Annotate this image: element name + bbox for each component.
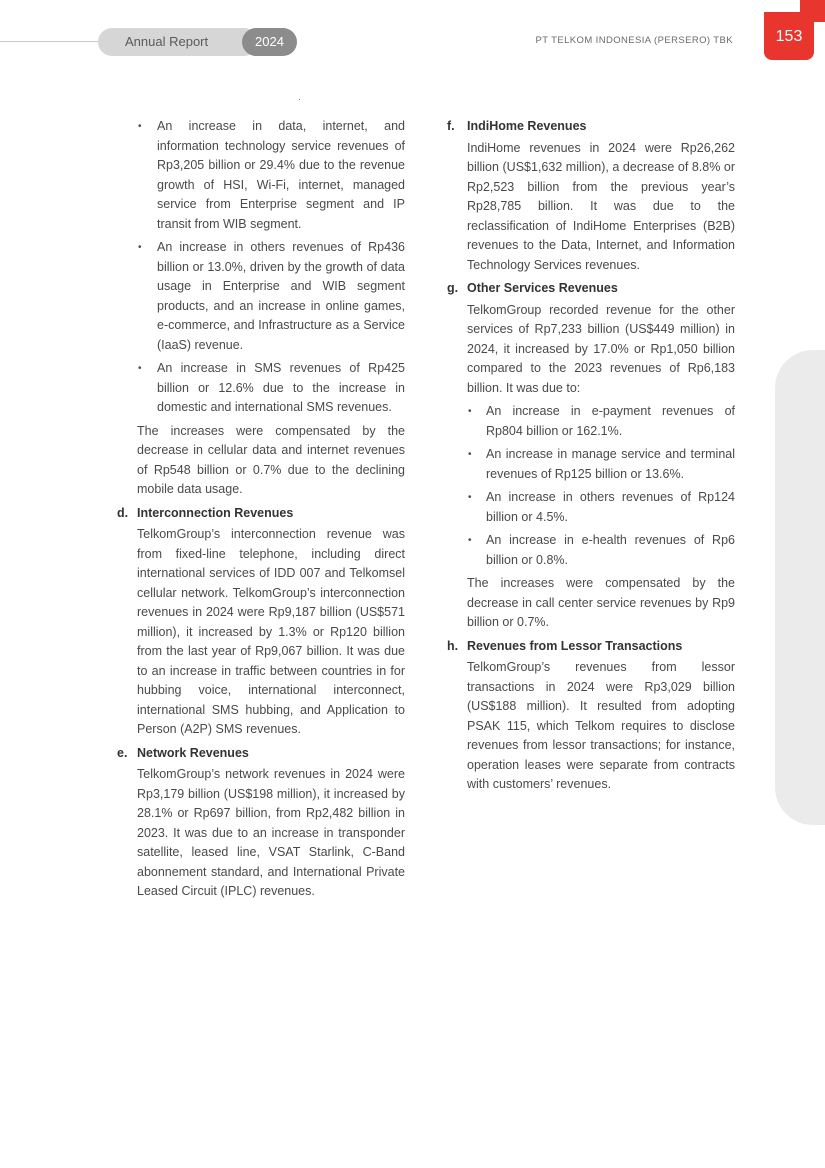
right-column [447,117,735,795]
section-letter: d. [117,505,129,520]
list-item: • An increase in manage service and terminal revenues of Rp125 billion or 13.6%. [447,445,735,484]
section-heading-lessor [447,637,735,657]
section-heading-other-services [447,279,735,299]
header-rule [0,41,108,42]
other-services-paragraph: TelkomGroup recorded revenue for the other services of Rp7,233 billion (US$449 million) in 2024, it increased by 17.0% or Rp1,050 billion compared to the 2023 revenues of Rp6,183 billion. It was due to: [467,302,735,395]
section-letter: e. [117,745,128,760]
section-letter: g. [447,281,459,295]
section-title: Interconnection Revenues [137,505,294,520]
section-letter: f. [447,119,455,133]
list-item: • An increase in e-payment revenues of Rp804 billion or 162.1%. [447,402,735,441]
revenue-increase-list [117,117,405,418]
indihome-paragraph: IndiHome revenues in 2024 were Rp26,262 billion (US$1,632 million), a decrease of 8.8% or Rp2,523 billion from the previous year’s Rp28,785 billion. It was due to the reclassification of IndiHome Enterprises (B2B) revenues to the Data, Internet, and Information Technology Services revenues. [467,140,735,272]
other-services-list [447,402,735,570]
company-name: PT TELKOM INDONESIA (PERSERO) TBK [535,35,733,46]
list-item: • An increase in others revenues of Rp124 billion or 4.5%. [447,488,735,527]
list-item: • An increase in SMS revenues of Rp425 billion or 12.6% due to the increase in domestic and international SMS revenues. [117,359,405,418]
list-item: • An increase in e-health revenues of Rp6 billion or 0.8%. [447,531,735,570]
other-services-compensation: The increases were compensated by the decrease in call center service revenues by Rp9 billion or 0.7%. [467,576,735,629]
section-heading-network [117,744,405,764]
section-title: Network Revenues [137,745,249,760]
interconnection-paragraph: TelkomGroup’s interconnection revenue was from fixed-line telephone, including direct international services of IDD 007 and Telkomsel cellular network. TelkomGroup’s interconnection revenues in 2024 were Rp9,187 billion (US$571 million), it increased by 1.3% or Rp120 billion from the last year of Rp9,067 billion. It was due to an increase in traffic between countries in for hubbing voice, international interconnect, international SMS hubbing, and Application to Person (A2P) SMS revenues. [137,527,405,736]
section-heading-indihome [447,117,735,137]
section-title: Revenues from Lessor Transactions [467,638,683,653]
list-item: • An increase in data, internet, and information technology service revenues of Rp3,205 billion or 29.4% due to the revenue growth of HSI, Wi-Fi, internet, managed service from Enterprise segment and IP transit from WIB segment. [117,117,405,234]
network-paragraph: TelkomGroup’s network revenues in 2024 were Rp3,179 billion (US$198 million), it increased by 28.1% or Rp697 billion, from Rp2,482 billion in 2023. It was due to an increase in transponder satellite, leased line, VSAT Starlink, C-Band abonnement standard, and International Private Leased Circuit (IPLC) revenues. [137,767,405,898]
year-pill: 2024 [242,28,297,56]
lessor-paragraph: TelkomGroup’s revenues from lessor transactions in 2024 were Rp3,029 billion (US$188 million). It resulted from adopting PSAK 115, which Telkom requires to disclose revenues from lessor transactions; for instance, operation leases were separate from contracts with customers’ revenues. [467,660,735,791]
section-heading-interconnection [117,504,405,524]
stray-dot [299,99,300,100]
page-number-tab: 153 [764,12,814,60]
compensation-paragraph: The increases were compensated by the decrease in cellular data and internet revenues of Rp548 billion or 0.7% due to the declining mobile data usage. [137,423,405,496]
left-column [117,117,405,902]
list-item: • An increase in others revenues of Rp436 billion or 13.0%, driven by the growth of data usage in Enterprise and WIB segment products, and an increase in online games, e-commerce, and Infrastructure as a Service (IaaS) revenue. [117,238,405,355]
section-title: IndiHome Revenues [467,119,587,133]
side-decoration [775,350,825,825]
report-label-pill: Annual Report [98,28,258,56]
section-title: Other Services Revenues [467,281,618,295]
section-letter: h. [447,638,459,653]
